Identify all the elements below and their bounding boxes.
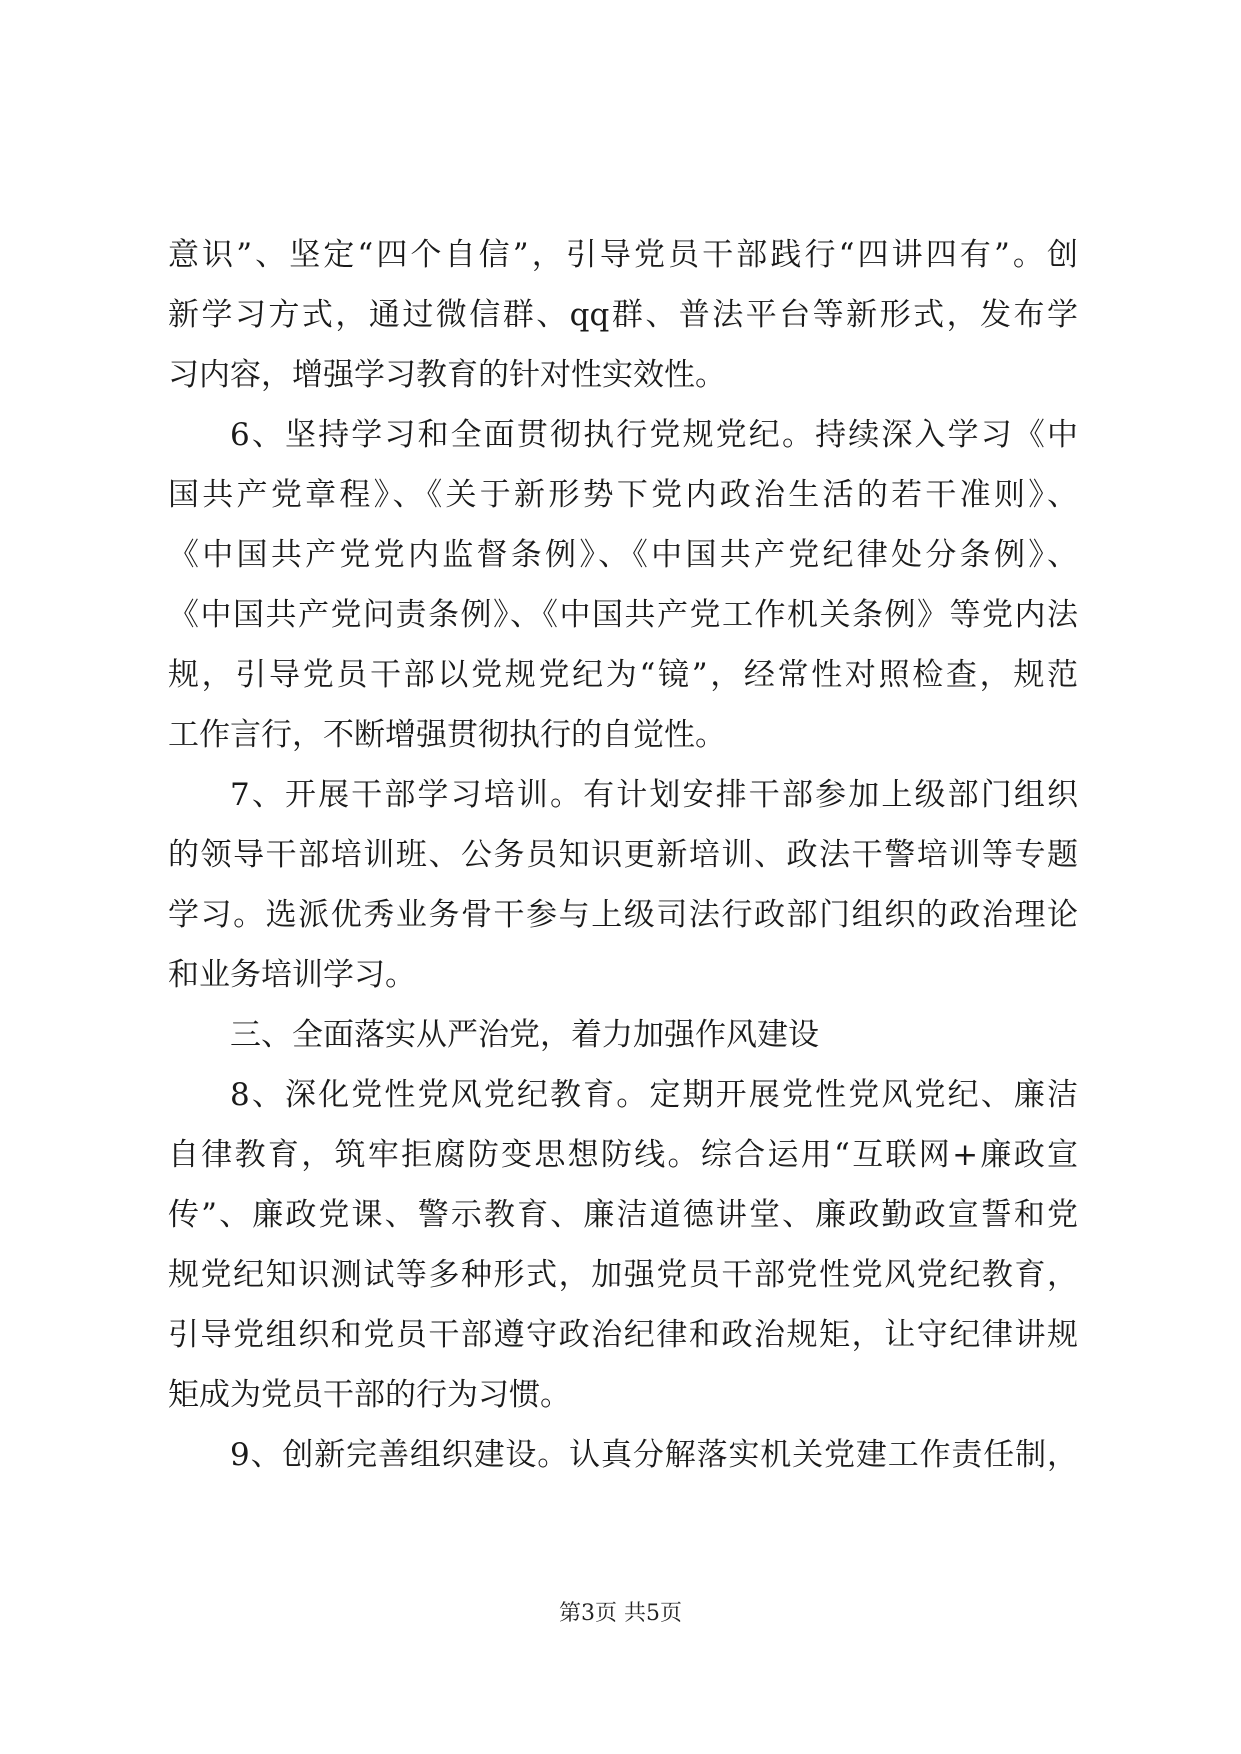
paragraph-9-start: 9、创新完善组织建设。认真分解落实机关党建工作责任制，	[230, 1437, 1078, 1473]
text-line: 的领导干部培训班、公务员知识更新培训、政法干警培训等专题	[168, 837, 1078, 873]
text-line: 国共产党章程》、《关于新形势下党内政治生活的若干准则》、	[168, 477, 1078, 513]
text-line: 《中国共产党党内监督条例》、《中国共产党纪律处分条例》、	[168, 537, 1078, 573]
text-line: 学习。选派优秀业务骨干参与上级司法行政部门组织的政治理论	[168, 897, 1078, 933]
text-line: 工作言行，不断增强贯彻执行的自觉性。	[168, 717, 726, 753]
paragraph-6-start: 6、坚持学习和全面贯彻执行党规党纪。持续深入学习《中	[230, 417, 1078, 453]
text-line: 习内容，增强学习教育的针对性实效性。	[168, 357, 726, 393]
text-line: 和业务培训学习。	[168, 957, 416, 993]
text-line: 规党纪知识测试等多种形式，加强党员干部党性党风党纪教育，	[168, 1257, 1078, 1293]
text-line: 意识”、坚定“四个自信”，引导党员干部践行“四讲四有”。创	[168, 237, 1078, 273]
document-body	[168, 225, 1078, 1485]
text-line: 新学习方式，通过微信群、qq群、普法平台等新形式，发布学	[168, 297, 1078, 333]
text-line: 传”、廉政党课、警示教育、廉洁道德讲堂、廉政勤政宣誓和党	[168, 1197, 1078, 1233]
text-line: 矩成为党员干部的行为习惯。	[168, 1377, 571, 1413]
text-line: 规，引导党员干部以党规党纪为“镜”，经常性对照检查，规范	[168, 657, 1078, 693]
text-line: 引导党组织和党员干部遵守政治纪律和政治规矩，让守纪律讲规	[168, 1317, 1078, 1353]
text-line: 《中国共产党问责条例》、《中国共产党工作机关条例》等党内法	[168, 597, 1078, 633]
text-line: 自律教育，筑牢拒腐防变思想防线。综合运用“互联网+廉政宣	[168, 1137, 1078, 1173]
paragraph-8-start: 8、深化党性党风党纪教育。定期开展党性党风党纪、廉洁	[230, 1077, 1078, 1113]
section-heading: 三、全面落实从严治党，着力加强作风建设	[230, 1017, 819, 1053]
page-footer: 第3页 共5页	[559, 1601, 682, 1626]
paragraph-7-start: 7、开展干部学习培训。有计划安排干部参加上级部门组织	[230, 777, 1078, 813]
